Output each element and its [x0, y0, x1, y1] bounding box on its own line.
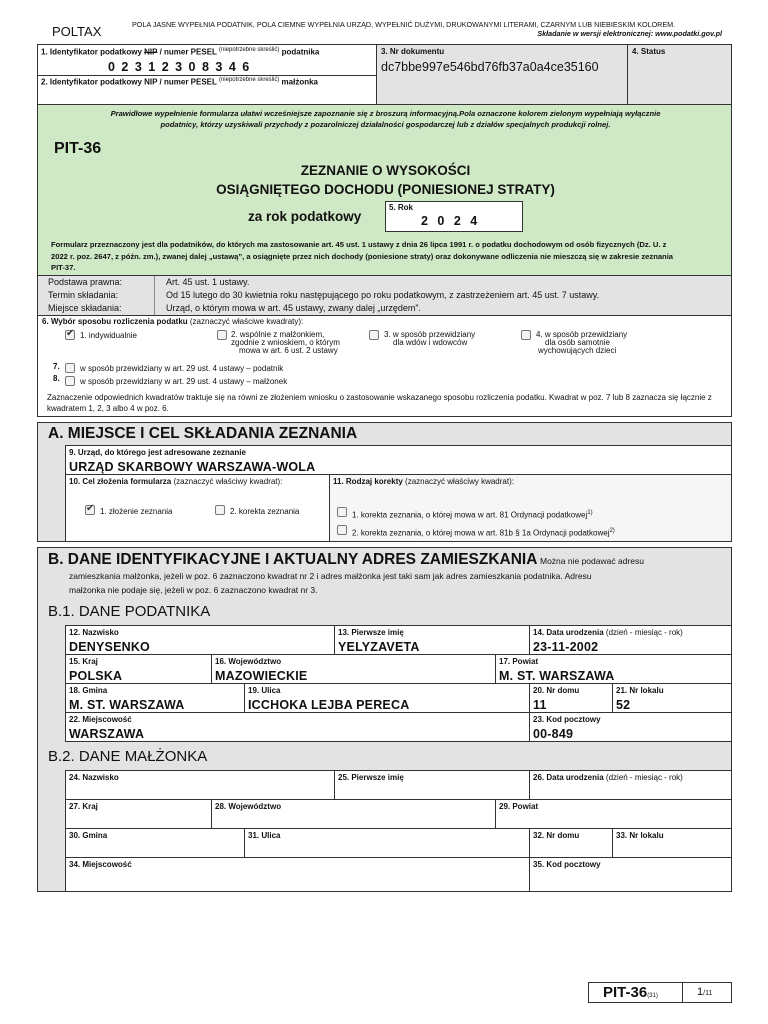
- field-28-label: 28. Województwo: [215, 802, 282, 811]
- field-16-value: MAZOWIECKIE: [215, 669, 308, 683]
- field-22-value: WARSZAWA: [69, 727, 145, 741]
- legal-key-2: Termin składania:: [48, 290, 119, 300]
- legal-val-2: Od 15 lutego do 30 kwietnia roku następującego po roku podatkowym, z zastrzeżeniem art. 45 ust. 7 ustawy.: [166, 290, 600, 300]
- field-18[interactable]: [65, 683, 245, 713]
- correction-1-checkbox[interactable]: [337, 507, 347, 517]
- field-33[interactable]: [612, 828, 732, 858]
- field-7-number: 7.: [53, 362, 60, 371]
- tax-year-prefix: za rok podatkowy: [248, 209, 362, 224]
- field-34-label: 34. Miejscowość: [69, 860, 132, 869]
- field-23[interactable]: [529, 712, 732, 742]
- section-b-note-l2: zamieszkania małżonka, jeżeli w poz. 6 zaznaczono kwadrat nr 2 i adres małżonka jest taki sam jak adres zamieszkania podatnika. Adresu: [69, 571, 592, 581]
- field-6-label: 6. Wybór sposobu rozliczenia podatku (zaznaczyć właściwe kwadraty):: [42, 317, 304, 326]
- legal-key-3: Miejsce składania:: [48, 303, 122, 313]
- footer-page: 1/11: [697, 986, 713, 998]
- field-12-label: 12. Nazwisko: [69, 628, 119, 637]
- field-23-label: 23. Kod pocztowy: [533, 715, 601, 724]
- field-14-label: 14. Data urodzenia (dzień - miesiąc - rok): [533, 628, 683, 637]
- form-code: PIT-36: [54, 140, 102, 157]
- correction-2-checkbox[interactable]: [337, 525, 347, 535]
- field-26-label: 26. Data urodzenia (dzień - miesiąc - rok): [533, 773, 683, 782]
- field-30[interactable]: [65, 828, 245, 858]
- method-1-checkbox[interactable]: [65, 330, 75, 340]
- correction-1-label: 1. korekta zeznania, o której mowa w art. 81 Ordynacji podatkowej$^{1)}$: [352, 510, 593, 520]
- field-2-label: 2. Identyfikator podatkowy NIP / numer PESEL $^{(niepotrzebne skreślić)}$ małżonka: [41, 77, 319, 87]
- field-17-label: 17. Powiat: [499, 657, 539, 666]
- field-16-label: 16. Województwo: [215, 657, 282, 666]
- field-12[interactable]: [65, 625, 335, 655]
- field-13[interactable]: [334, 625, 530, 655]
- method-3-label-l1: 3. w sposób przewidziany: [384, 330, 476, 339]
- field-31[interactable]: [244, 828, 530, 858]
- field-21-value: 52: [616, 698, 631, 712]
- field-6-settlement-method: [37, 315, 732, 417]
- form-title-line1: ZEZNANIE O WYSOKOŚCI: [300, 163, 471, 178]
- field-7-label: w sposób przewidziany w art. 29 ust. 4 ustawy – podatnik: [80, 364, 284, 373]
- section-b-note-l1: Można nie podawać adresu: [540, 556, 644, 566]
- field-5-year[interactable]: [385, 201, 523, 232]
- correction-2-label: 2. korekta zeznania, o której mowa w art. 81b § 1a Ordynacji podatkowej$^{2)}$: [352, 528, 615, 538]
- footer-form-code: PIT-36(31): [603, 984, 658, 1001]
- field-1-value: 0 2 3 1 2 3 0 8 3 4 6: [108, 60, 251, 74]
- field-17[interactable]: [495, 654, 732, 684]
- legal-val-3: Urząd, o którym mowa w art. 45 ustawy, zwany dalej „urzędem”.: [166, 303, 421, 313]
- field-11-label: 11. Rodzaj korekty (zaznaczyć właściwy kwadrat):: [333, 477, 514, 486]
- field-3-document-number: [376, 44, 628, 105]
- purpose-1-checkbox[interactable]: [85, 505, 95, 515]
- field-18-value: M. ST. WARSZAWA: [69, 698, 185, 712]
- method-4-checkbox[interactable]: [521, 330, 531, 340]
- method-4-label-l2: dla osób samotnie: [545, 338, 610, 347]
- field-20[interactable]: [529, 683, 613, 713]
- field-22[interactable]: [65, 712, 530, 742]
- field-10-purpose: [65, 474, 330, 542]
- section-b1-title: B.1. DANE PODATNIKA: [48, 603, 211, 620]
- field-35[interactable]: [529, 857, 732, 892]
- field-22-label: 22. Miejscowość: [69, 715, 132, 724]
- section-b-title: B. DANE IDENTYFIKACYJNE I AKTUALNY ADRES ZAMIESZKANIA: [48, 551, 538, 568]
- section-a-title: A. MIEJSCE I CEL SKŁADANIA ZEZNANIA: [48, 425, 358, 442]
- field-32[interactable]: [529, 828, 613, 858]
- legal-basis: [37, 275, 732, 316]
- field-15-value: POLSKA: [69, 669, 123, 683]
- section-b2-title: B.2. DANE MAŁŻONKA: [48, 748, 208, 765]
- method-2-label-l2: zgodnie z wnioskiem, o którym: [231, 338, 340, 347]
- field-13-label: 13. Pierwsze imię: [338, 628, 404, 637]
- field-25[interactable]: [334, 770, 530, 800]
- method-2-checkbox[interactable]: [217, 330, 227, 340]
- field-8-number: 8.: [53, 374, 60, 383]
- section-a: [37, 422, 732, 542]
- field-8-label: w sposób przewidziany w art. 29 ust. 4 ustawy – małżonek: [80, 377, 288, 386]
- form-title-line2: OSIĄGNIĘTEGO DOCHODU (PONIESIONEJ STRATY): [216, 182, 555, 197]
- field-4-label: 4. Status: [632, 47, 666, 56]
- purpose-2-checkbox[interactable]: [215, 505, 225, 515]
- field-24[interactable]: [65, 770, 335, 800]
- method-4-label-l3: wychowujących dzieci: [538, 346, 617, 355]
- field-13-value: YELYZAVETA: [338, 640, 420, 654]
- field-21-label: 21. Nr lokalu: [616, 686, 664, 695]
- purpose-2-label: 2. korekta zeznania: [230, 507, 300, 516]
- brand-label: POLTAX: [52, 24, 102, 39]
- field-5-value: 2 0 2 4: [421, 214, 481, 228]
- legal-key-1: Podstawa prawna:: [48, 277, 123, 287]
- intro-panel: [37, 104, 732, 276]
- field-34[interactable]: [65, 857, 530, 892]
- footer-form-box: [588, 982, 732, 1003]
- field-5-label: 5. Rok: [389, 203, 414, 212]
- method-note: Zaznaczenie odpowiednich kwadratów traktuje się na równi ze złożeniem wniosku o zastosowanie wskazanego sposobu rozliczenia podatku. Kwadrat w poz. 7 lub 8 zaznacza się łącznie z kwadratem 1, 2, 3 albo 4 w poz. 6.: [47, 393, 712, 413]
- field-28[interactable]: [211, 799, 496, 829]
- field-20-value: 11: [533, 698, 547, 712]
- method-1-label: 1. indywidualnie: [80, 331, 137, 340]
- field-9-tax-office[interactable]: [65, 445, 732, 475]
- intro-note: Prawidłowe wypełnienie formularza ułatwi wcześniejsze zapoznanie się z broszurą informacyjną.Pola oznaczone kolorem zielonym wypełniają wyłącznie podatnicy, którzy uzyskiwali przychody z pozarolniczej działalności gospodarczej lub z działów specjalnych produkcji rolnej.: [110, 109, 661, 129]
- field-23-value: 00-849: [533, 727, 574, 741]
- electronic-note: Składanie w wersji elektronicznej: www.podatki.gov.pl: [537, 29, 722, 38]
- field-14-value: 23-11-2002: [533, 640, 599, 654]
- field-31-label: 31. Ulica: [248, 831, 281, 840]
- fill-instructions: POLA JASNE WYPEŁNIA PODATNIK, POLA CIEMNE WYPEŁNIA URZĄD, WYPEŁNIĆ DUŻYMI, DRUKOWANYMI LITERAMI, CZARNYM LUB NIEBIESKIM KOLOREM.: [132, 20, 676, 29]
- field-24-label: 24. Nazwisko: [69, 773, 119, 782]
- field-12-value: DENYSENKO: [69, 640, 150, 654]
- field-26[interactable]: [529, 770, 732, 800]
- field-18-label: 18. Gmina: [69, 686, 108, 695]
- field-1-taxpayer-id[interactable]: [37, 44, 377, 76]
- field-35-label: 35. Kod pocztowy: [533, 860, 601, 869]
- field-9-value: URZĄD SKARBOWY WARSZAWA-WOLA: [69, 460, 316, 474]
- field-15-label: 15. Kraj: [69, 657, 98, 666]
- method-4-label-l1: 4. w sposób przewidziany: [536, 330, 628, 339]
- field-19[interactable]: [244, 683, 530, 713]
- field-1-label: 1. Identyfikator podatkowy NIP / numer PESEL $^{(niepotrzebne skreślić)}$ podatnika: [41, 47, 320, 57]
- section-b: [37, 547, 732, 892]
- field-8-checkbox[interactable]: [65, 376, 75, 386]
- field-29-label: 29. Powiat: [499, 802, 539, 811]
- form-purpose: Formularz przeznaczony jest dla podatników, do których ma zastosowanie art. 45 ust. 1 ustawy z dnia 26 lipca 1991 r. o podatku dochodowym od osób fizycznych (Dz. U. z 2022 r. poz. 2647, z późn. zm.), zwanej dalej „ustawą”, a osiągnięte przez nich dochody (poniesione straty) oraz dokonywane odliczenia nie mieszczą się w zakresie zeznania PIT-37.: [51, 240, 674, 272]
- method-2-label-l1: 2. wspólnie z małżonkiem,: [231, 330, 325, 339]
- field-16[interactable]: [211, 654, 496, 684]
- field-27-label: 27. Kraj: [69, 802, 98, 811]
- section-b-note-l3: małżonka nie podaje się, jeżeli w poz. 6 zaznaczono kwadrat nr 3.: [69, 585, 318, 595]
- field-33-label: 33. Nr lokalu: [616, 831, 664, 840]
- field-25-label: 25. Pierwsze imię: [338, 773, 404, 782]
- field-7-checkbox[interactable]: [65, 363, 75, 373]
- method-3-checkbox[interactable]: [369, 330, 379, 340]
- field-11-correction-type: [329, 474, 732, 542]
- field-20-label: 20. Nr domu: [533, 686, 580, 695]
- field-27[interactable]: [65, 799, 212, 829]
- field-29[interactable]: [495, 799, 732, 829]
- field-10-label: 10. Cel złożenia formularza (zaznaczyć właściwy kwadrat):: [69, 477, 283, 486]
- field-14[interactable]: [529, 625, 732, 655]
- field-32-label: 32. Nr domu: [533, 831, 580, 840]
- purpose-1-label: 1. złożenie zeznania: [100, 507, 173, 516]
- field-19-label: 19. Ulica: [248, 686, 281, 695]
- field-3-value: dc7bbe997e546bd76fb37a0a4ce35160: [381, 60, 599, 74]
- method-3-label-l2: dla wdów i wdowców: [393, 338, 468, 347]
- field-15[interactable]: [65, 654, 212, 684]
- field-17-value: M. ST. WARSZAWA: [499, 669, 615, 683]
- field-9-label: 9. Urząd, do którego jest adresowane zeznanie: [69, 448, 246, 457]
- field-19-value: ICCHOKA LEJBA PERECA: [248, 698, 410, 712]
- legal-val-1: Art. 45 ust. 1 ustawy.: [166, 277, 250, 287]
- field-3-label: 3. Nr dokumentu: [381, 47, 445, 56]
- field-2-spouse-id[interactable]: [37, 75, 377, 105]
- field-4-status: [627, 44, 732, 105]
- field-21[interactable]: [612, 683, 732, 713]
- field-30-label: 30. Gmina: [69, 831, 108, 840]
- method-2-label-l3: mowa w art. 6 ust. 2 ustawy: [239, 346, 338, 355]
